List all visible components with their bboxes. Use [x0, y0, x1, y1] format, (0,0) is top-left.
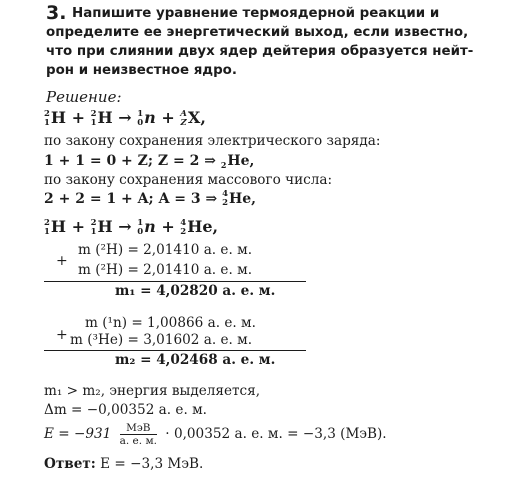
conclusion-line: m₁ > m₂, энергия выделяется,: [44, 383, 261, 399]
block2-sum-line: [44, 350, 306, 351]
answer-line: [44, 456, 203, 472]
energy-unit-bottom: а. е. м.: [119, 435, 157, 447]
block1-row-1: m (²H) = 2,01410 а. е. м.: [78, 242, 253, 258]
block2-total: m₂ = 4,02468 а. е. м.: [115, 352, 276, 368]
block1-plus: +: [56, 253, 68, 269]
energy-left: E = −931: [44, 426, 112, 442]
problem-line-1: Напишите уравнение термоядерной реакции и: [72, 6, 440, 21]
mass-result: He,: [229, 191, 257, 207]
delta-m-line: Δm = −0,00352 а. е. м.: [44, 402, 207, 418]
charge-conservation-text: по закону сохранения электрического заряда:: [44, 133, 381, 149]
charge-equation: 1 + 1 = 0 + Z; Z = 2 ⇒ 2 He,: [44, 153, 255, 170]
mass-conservation-text: по закону сохранения массового числа:: [44, 172, 333, 188]
block2-row-1: m (¹n) = 1,00866 а. е. м.: [85, 315, 256, 331]
block2-plus: +: [56, 327, 68, 343]
energy-equation: [44, 422, 387, 447]
energy-unit-top: МэВ: [120, 422, 157, 435]
block1-sum-line: [44, 281, 306, 282]
problem-line-4: рон и неизвестное ядро.: [46, 63, 237, 78]
block2-row-2: m (³He) = 3,01602 а. е. м.: [70, 332, 253, 348]
reaction-equation-specific: 2 1 H + 2 1 H → 1 0 n + 4 2 He,: [44, 217, 219, 237]
energy-unit-fraction: [120, 422, 157, 447]
solution-heading: Решение:: [46, 88, 122, 106]
charge-result: He,: [227, 153, 255, 169]
problem-number: 3.: [46, 2, 67, 24]
problem-line-3: что при слиянии двух ядер дейтерия образуется нейт-: [46, 44, 474, 59]
block1-row-2: m (²H) = 2,01410 а. е. м.: [78, 262, 253, 278]
problem-line-2: определите ее энергетический выход, если известно,: [46, 25, 469, 40]
mass-equation: 2 + 2 = 1 + A; A = 3 ⇒ 4 2 He,: [44, 189, 257, 208]
answer-value: E = −3,3 МэВ.: [100, 456, 204, 472]
block1-total: m₁ = 4,02820 а. е. м.: [115, 283, 276, 299]
answer-label: Ответ:: [44, 456, 96, 472]
energy-right: · 0,00352 а. е. м. = −3,3 (МэВ).: [165, 426, 387, 442]
reaction-equation-general: 2 1 H + 2 1 H → 1 0 n + A Z X,: [44, 108, 206, 128]
